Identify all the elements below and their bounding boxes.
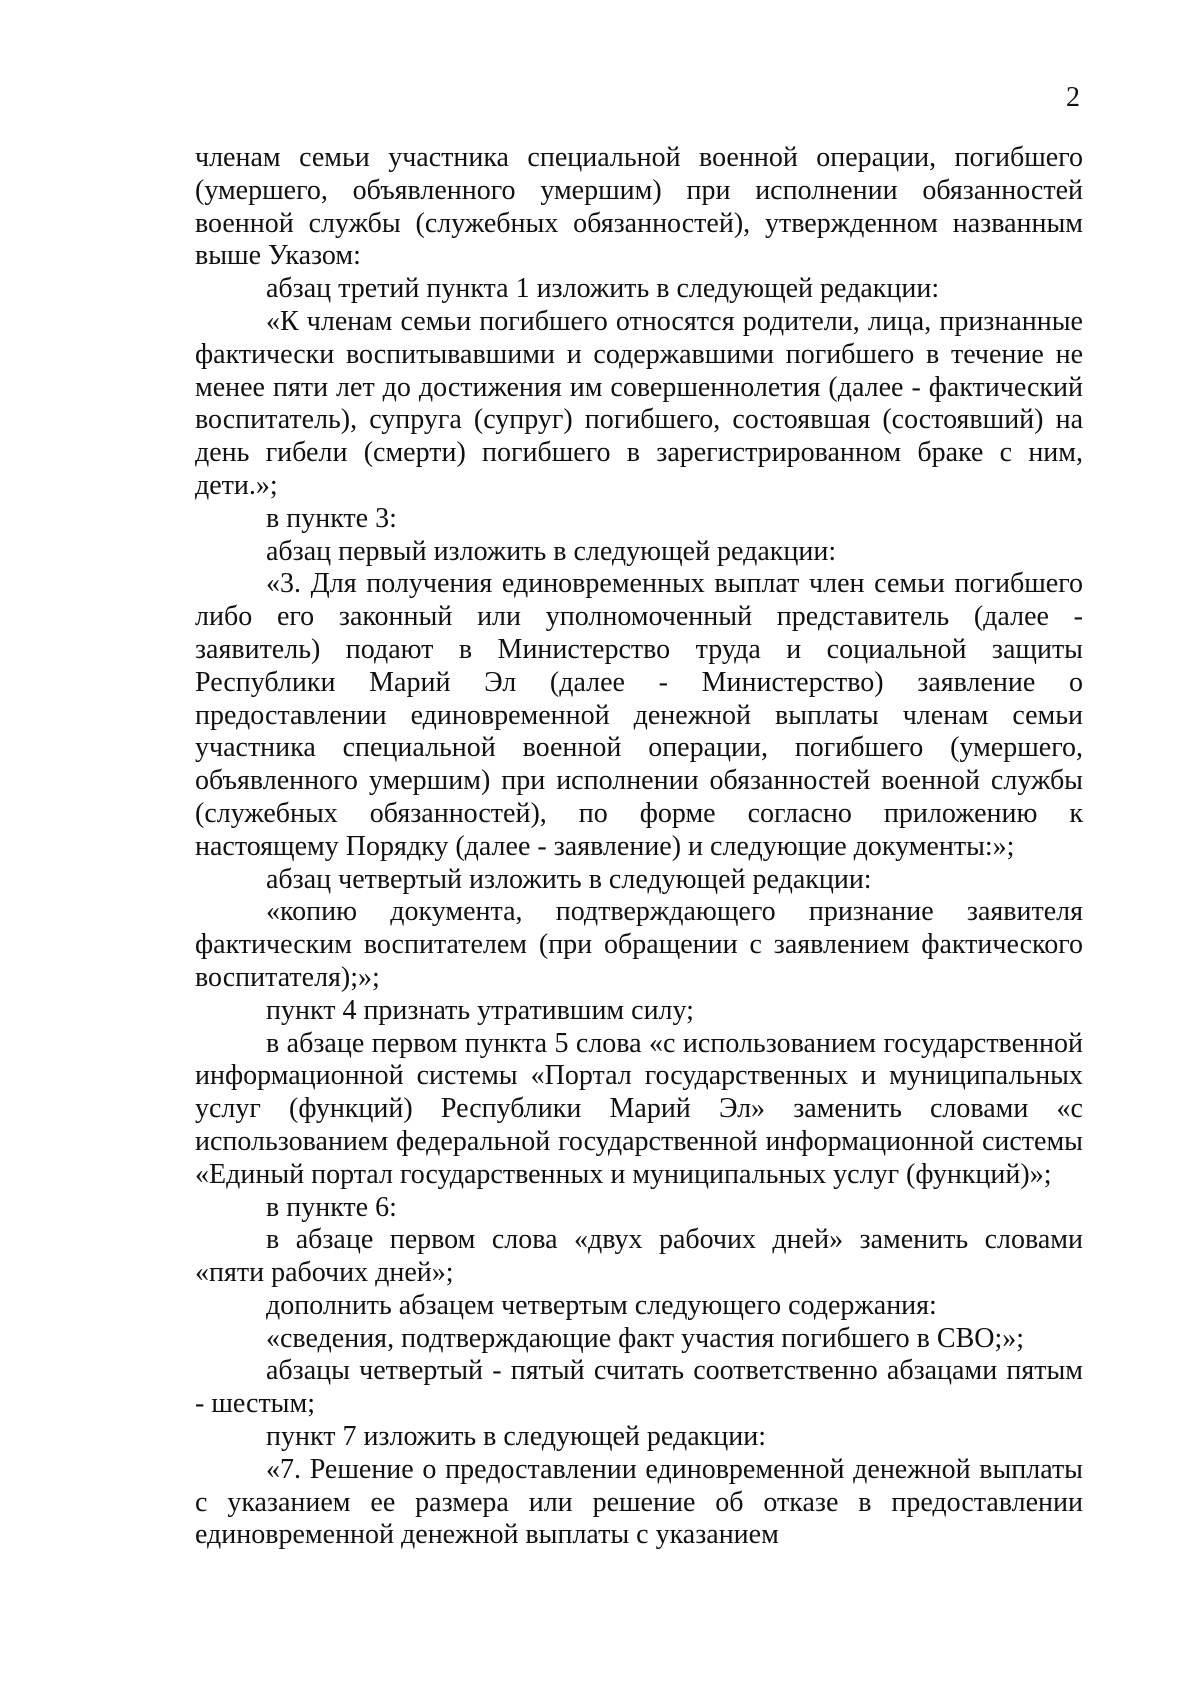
paragraph: пункт 4 признать утратившим силу;: [266, 994, 694, 1026]
paragraph: пункт 7 изложить в следующей редакции:: [266, 1421, 766, 1453]
page-number: 2: [1066, 82, 1080, 113]
paragraph: в абзаце первом пункта 5 слова «с использованием государственной информационной системы «Портал государственных и муниципальных услуг (функций) Республики Марий Эл» заменить словами «с использованием федеральной государственной информационной системы «Единый портал государственных и муниципальных услуг (функций)»;: [195, 1027, 1083, 1190]
paragraph: «7. Решение о предоставлении единовременной денежной выплаты с указанием ее размера или решение об отказе в предоставлении единовременной денежной выплаты с указанием: [195, 1453, 1083, 1551]
paragraph: в абзаце первом слова «двух рабочих дней» заменить словами «пяти рабочих дней»;: [195, 1224, 1083, 1289]
paragraph: абзац первый изложить в следующей редакции:: [266, 535, 837, 567]
paragraph: «сведения, подтверждающие факт участия погибшего в СВО;»;: [266, 1322, 1025, 1354]
paragraph: в пункте 3:: [266, 502, 397, 534]
paragraph: «копию документа, подтверждающего признание заявителя фактическим воспитателем (при обращении с заявлением фактического воспитателя);»;: [195, 896, 1083, 993]
paragraph: дополнить абзацем четвертым следующего содержания:: [266, 1289, 937, 1321]
paragraph: в пункте 6:: [266, 1191, 397, 1223]
document-body: [195, 142, 1083, 1552]
paragraph: «К членам семьи погибшего относятся родители, лица, признанные фактически воспитывавшими и содержавшими погибшего в течение не менее пяти лет до достижения им совершеннолетия (далее - фактический воспитатель), супруга (супруг) погибшего, состоявшая (состоявший) на день гибели (смерти) погибшего в зарегистрированном браке с ним, дети.»;: [195, 305, 1083, 501]
paragraph: членам семьи участника специальной военной операции, погибшего (умершего, объявленного умершим) при исполнении обязанностей военной службы (служебных обязанностей), утвержденном названным выше Указом:: [195, 142, 1083, 272]
paragraph: абзац третий пункта 1 изложить в следующей редакции:: [266, 273, 940, 305]
paragraph: абзац четвертый изложить в следующей редакции:: [266, 863, 872, 895]
paragraph: абзацы четвертый - пятый считать соответственно абзацами пятым - шестым;: [195, 1355, 1083, 1420]
paragraph: «3. Для получения единовременных выплат член семьи погибшего либо его законный или уполномоченный представитель (далее - заявитель) подают в Министерство труда и социальной защиты Республики Марий Эл (далее - Министерство) заявление о предоставлении единовременной денежной выплаты членам семьи участника специальной военной операции, погибшего (умершего, объявленного умершим) при исполнении обязанностей военной службы (служебных обязанностей), по форме согласно приложению к настоящему Порядку (далее - заявление) и следующие документы:»;: [195, 568, 1083, 862]
